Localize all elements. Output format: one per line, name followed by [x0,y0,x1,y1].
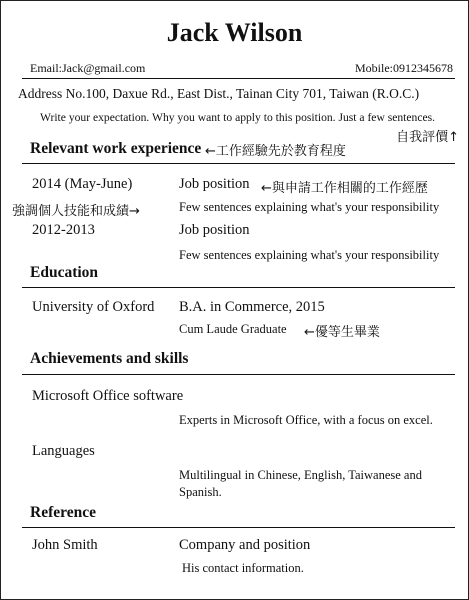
experience-description-2: Few sentences explaining what's your responsibility [179,248,440,262]
section-heading-education: Education [30,264,99,281]
header-divider [22,78,455,79]
reference-divider [22,527,455,528]
experience-heading-annotation: ←工作經驗先於教育程度 [205,144,346,159]
education-school: University of Oxford [32,299,155,315]
experience-divider [22,163,455,164]
education-degree: B.A. in Commerce, 2015 [179,299,325,315]
skill-name-2: Languages [32,443,95,459]
section-heading-skills: Achievements and skills [30,350,189,367]
summary-text: Write your expectation. Why you want to apply to this position. Just a few sentences. [40,111,436,124]
education-divider [22,287,455,288]
section-heading-experience: Relevant work experience [30,140,202,157]
honor-annotation: ←優等生畢業 [304,325,380,340]
reference-contact: His contact information. [182,561,304,575]
reference-name: John Smith [32,537,98,553]
position-annotation: ←與申請工作相關的工作經歷 [261,181,428,196]
experience-position-1: Job position [179,176,250,192]
summary-annotation: 自我評價↑ [396,130,459,145]
mobile-text: Mobile:0912345678 [355,61,453,75]
education-honor: Cum Laude Graduate [179,322,287,336]
experience-position-2: Job position [179,222,250,238]
skill-detail-1: Experts in Microsoft Office, with a focus on excel. [179,413,433,427]
section-heading-reference: Reference [30,504,96,521]
email-text: Email:Jack@gmail.com [30,61,146,75]
reference-company: Company and position [179,537,311,553]
candidate-name: Jack Wilson [166,18,303,47]
experience-date-2: 2012-2013 [32,222,95,238]
skills-divider [22,374,455,375]
experience-description-1: Few sentences explaining what's your responsibility [179,200,440,214]
skill-name-1: Microsoft Office software [32,388,184,404]
experience-date-1: 2014 (May-June) [32,176,133,192]
skills-emphasis-annotation: 強調個人技能和成績→ [12,204,140,219]
address-text: Address No.100, Daxue Rd., East Dist., Tainan City 701, Taiwan (R.O.C.) [18,86,420,101]
skill-detail-2: Multilingual in Chinese, English, Taiwanese and Spanish. [179,468,422,499]
